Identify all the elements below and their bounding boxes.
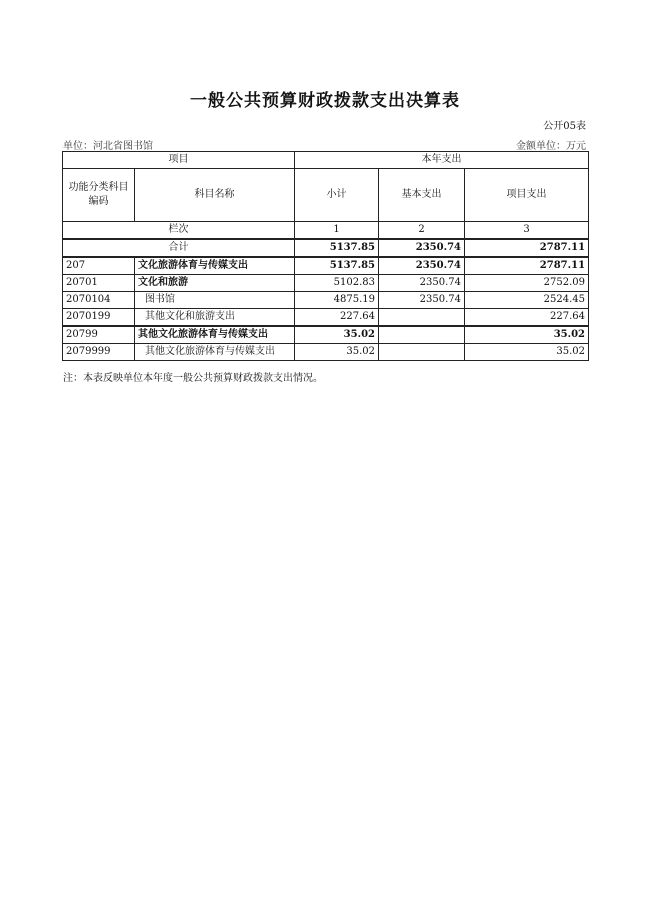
table-row [63,344,589,361]
form-number: 公开05表 [543,121,586,132]
page-title: 一般公共预算财政拨款支出决算表 [190,91,460,111]
header-row-2 [63,169,589,222]
expenditure-table [62,151,589,361]
row-name: 图书馆 [135,292,295,309]
table-row [63,292,589,309]
row-basic [379,309,465,327]
header-subtotal: 小计 [295,169,379,222]
header-current-year: 本年支出 [295,152,589,169]
row-code: 20701 [63,275,135,292]
table-row [63,309,589,327]
total-subtotal: 5137.85 [295,239,379,257]
row-subtotal: 227.64 [295,309,379,327]
column-no-label: 栏次 [63,222,295,240]
table-row [63,326,589,344]
row-code: 2070104 [63,292,135,309]
row-name: 其他文化旅游体育与传媒支出 [135,344,295,361]
organization-unit: 单位：河北省图书馆 [63,141,153,152]
row-name: 文化和旅游 [135,275,295,292]
row-code: 2079999 [63,344,135,361]
row-name: 其他文化和旅游支出 [135,309,295,327]
row-project: 35.02 [465,344,589,361]
row-project: 2787.11 [465,257,589,275]
row-name: 其他文化旅游体育与传媒支出 [135,326,295,344]
header-func-code: 功能分类科目编码 [63,169,135,222]
row-subtotal: 5137.85 [295,257,379,275]
header-subject-name: 科目名称 [135,169,295,222]
total-row [63,239,589,257]
row-basic [379,344,465,361]
header-project: 项目 [63,152,295,169]
table-row [63,275,589,292]
row-code: 207 [63,257,135,275]
row-basic: 2350.74 [379,257,465,275]
currency-unit: 金额单位：万元 [516,141,586,152]
row-project: 35.02 [465,326,589,344]
total-label: 合计 [63,239,295,257]
table-row [63,257,589,275]
row-code: 2070199 [63,309,135,327]
total-project: 2787.11 [465,239,589,257]
footnote: 注：本表反映单位本年度一般公共预算财政拨款支出情况。 [63,373,323,384]
col-1-index: 1 [295,222,379,240]
row-subtotal: 35.02 [295,326,379,344]
col-2-index: 2 [379,222,465,240]
row-code: 20799 [63,326,135,344]
row-subtotal: 4875.19 [295,292,379,309]
header-row-1 [63,152,589,169]
row-project: 2524.45 [465,292,589,309]
header-basic: 基本支出 [379,169,465,222]
total-basic: 2350.74 [379,239,465,257]
row-subtotal: 35.02 [295,344,379,361]
header-project-exp: 项目支出 [465,169,589,222]
row-basic [379,326,465,344]
column-number-row [63,222,589,240]
row-subtotal: 5102.83 [295,275,379,292]
row-basic: 2350.74 [379,275,465,292]
col-3-index: 3 [465,222,589,240]
row-project: 2752.09 [465,275,589,292]
row-name: 文化旅游体育与传媒支出 [135,257,295,275]
row-basic: 2350.74 [379,292,465,309]
row-project: 227.64 [465,309,589,327]
